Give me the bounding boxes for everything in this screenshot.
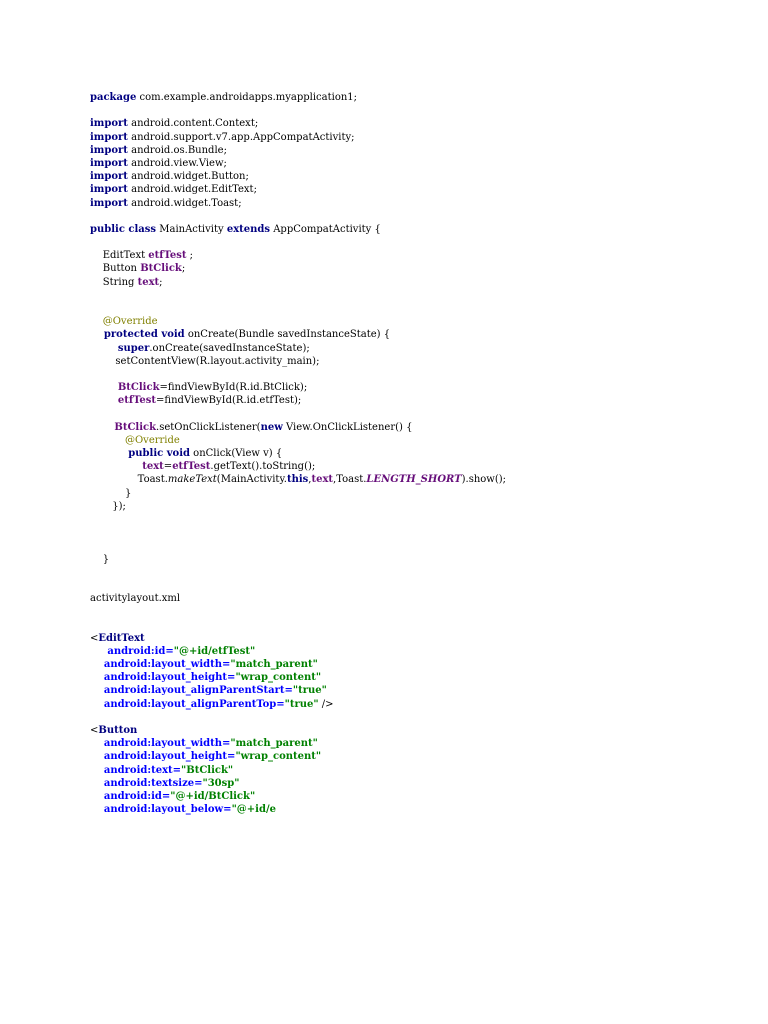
code-line bbox=[90, 355, 750, 368]
code-line bbox=[90, 315, 750, 328]
code-line bbox=[90, 487, 750, 500]
code-token-attr: android:layout_alignParentStart= bbox=[90, 685, 293, 697]
code-line bbox=[90, 117, 750, 130]
code-token-attr: android:textsize= bbox=[90, 777, 203, 789]
code-token-field: etfTest bbox=[90, 395, 157, 407]
code-token-plain: String bbox=[90, 276, 138, 288]
code-line bbox=[90, 342, 750, 355]
code-token-plain: MainActivity bbox=[156, 223, 227, 235]
code-token-plain: }); bbox=[90, 500, 126, 512]
code-line bbox=[90, 619, 750, 632]
code-token-plain: com.example.androidapps.myapplication1; bbox=[136, 92, 358, 103]
code-token-plain: /> bbox=[318, 698, 334, 710]
code-token-kw: import bbox=[90, 171, 128, 183]
code-token-plain: < bbox=[90, 632, 99, 644]
code-line bbox=[90, 157, 750, 170]
code-token-str: "wrap_content" bbox=[235, 751, 322, 763]
code-line bbox=[90, 262, 750, 275]
code-line bbox=[90, 711, 750, 724]
code-token-str: "@+id/etfTest" bbox=[173, 645, 256, 657]
code-token-plain: , bbox=[308, 474, 312, 486]
code-line bbox=[90, 658, 750, 671]
code-token-plain: Button bbox=[90, 263, 141, 275]
code-token-attr: android:layout_height= bbox=[90, 751, 236, 763]
code-token-kw: import bbox=[90, 144, 128, 156]
code-token-plain: Toast. bbox=[90, 474, 168, 486]
code-token-plain: onCreate(Bundle savedInstanceState) { bbox=[184, 329, 391, 341]
code-token-plain: ).show(); bbox=[461, 474, 507, 486]
code-token-plain: android.widget.Button; bbox=[127, 171, 249, 183]
code-line bbox=[90, 408, 750, 421]
code-line bbox=[90, 750, 750, 763]
code-line bbox=[90, 698, 750, 711]
code-token-str: "@+id/e bbox=[231, 804, 276, 816]
code-token-kw: extends bbox=[226, 223, 271, 235]
code-line bbox=[90, 434, 750, 447]
code-token-field: text bbox=[311, 474, 334, 486]
code-token-str: "true" bbox=[292, 685, 327, 697]
code-token-plain: setContentView(R.layout.activity_main); bbox=[90, 355, 320, 367]
code-line bbox=[90, 671, 750, 684]
code-token-plain: } bbox=[90, 553, 110, 565]
code-token-kw: public void bbox=[90, 448, 190, 460]
code-token-plain: AppCompatActivity { bbox=[270, 223, 381, 235]
code-token-ital: makeText bbox=[167, 474, 217, 486]
code-token-attr: android:layout_width= bbox=[90, 659, 231, 671]
code-line bbox=[90, 328, 750, 341]
code-token-kw: import bbox=[90, 118, 128, 130]
code-line bbox=[90, 197, 750, 210]
code-token-plain: .getText().toString(); bbox=[210, 461, 316, 473]
code-token-kw: import bbox=[90, 131, 128, 143]
code-line bbox=[90, 394, 750, 407]
code-token-attr: android:id= bbox=[90, 790, 171, 802]
code-line bbox=[90, 210, 750, 223]
code-token-str: "30sp" bbox=[202, 777, 240, 789]
code-token-plain: ; bbox=[186, 250, 194, 262]
code-token-attr: android:layout_width= bbox=[90, 738, 231, 750]
code-token-plain: onClick(View v) { bbox=[190, 448, 283, 460]
code-token-str: "@+id/BtClick" bbox=[170, 790, 256, 802]
code-token-tag: EditText bbox=[98, 632, 145, 644]
code-line bbox=[90, 421, 750, 434]
code-token-attr: android:id= bbox=[90, 645, 174, 657]
code-line bbox=[90, 724, 750, 737]
code-line bbox=[90, 381, 750, 394]
code-line bbox=[90, 144, 750, 157]
code-token-plain: =findViewById(R.id.etfTest); bbox=[156, 395, 302, 407]
code-token-plain: (MainActivity. bbox=[216, 474, 287, 486]
code-line bbox=[90, 170, 750, 183]
code-line bbox=[90, 539, 750, 552]
code-line bbox=[90, 803, 750, 816]
code-token-kw: import bbox=[90, 197, 128, 209]
code-line bbox=[90, 289, 750, 302]
code-line bbox=[90, 526, 750, 539]
code-line bbox=[90, 737, 750, 750]
code-line bbox=[90, 592, 750, 605]
code-line bbox=[90, 236, 750, 249]
code-line bbox=[90, 684, 750, 697]
code-line bbox=[90, 276, 750, 289]
code-token-plain: ; bbox=[159, 276, 163, 288]
code-token-plain: .onCreate(savedInstanceState); bbox=[149, 342, 310, 354]
code-line bbox=[90, 473, 750, 486]
code-token-const: LENGTH_SHORT bbox=[366, 474, 462, 486]
code-line bbox=[90, 632, 750, 645]
code-token-kw: protected void bbox=[90, 329, 185, 341]
code-line bbox=[90, 447, 750, 460]
code-token-field: BtClick bbox=[90, 382, 160, 394]
code-token-str: "BtClick" bbox=[181, 764, 234, 776]
code-line bbox=[90, 500, 750, 513]
code-token-plain: android.content.Context; bbox=[127, 118, 259, 130]
code-line bbox=[90, 790, 750, 803]
code-line bbox=[90, 131, 750, 144]
code-token-plain: = bbox=[163, 461, 173, 473]
code-line bbox=[90, 368, 750, 381]
code-token-plain: android.widget.EditText; bbox=[127, 184, 257, 196]
code-line bbox=[90, 183, 750, 196]
code-token-plain: .setOnClickListener( bbox=[156, 421, 261, 433]
code-listing bbox=[90, 91, 750, 816]
code-token-field: text bbox=[137, 276, 160, 288]
code-line bbox=[90, 566, 750, 579]
code-token-plain: android.view.View; bbox=[127, 157, 227, 169]
code-token-plain: EditText bbox=[90, 250, 149, 262]
code-line bbox=[90, 104, 750, 117]
code-token-kw: new bbox=[260, 421, 283, 433]
code-token-field: BtClick bbox=[140, 263, 182, 275]
code-token-str: "match_parent" bbox=[230, 738, 318, 750]
code-line bbox=[90, 460, 750, 473]
code-token-tag: Button bbox=[98, 725, 138, 736]
code-token-plain: View.OnClickListener() { bbox=[282, 421, 413, 433]
code-token-plain: < bbox=[90, 725, 99, 736]
code-token-kw: import bbox=[90, 157, 128, 169]
code-token-attr: android:text= bbox=[90, 764, 182, 776]
code-line bbox=[90, 513, 750, 526]
code-token-kw: package bbox=[90, 92, 137, 103]
code-token-attr: android:layout_alignParentTop= bbox=[90, 698, 285, 710]
code-token-plain: activitylayout.xml bbox=[90, 593, 181, 605]
code-token-attr: android:layout_below= bbox=[90, 804, 232, 816]
code-token-plain: ,Toast. bbox=[333, 474, 367, 486]
code-line bbox=[90, 553, 750, 566]
code-token-plain: ; bbox=[181, 263, 186, 275]
code-token-anno: @Override bbox=[90, 434, 180, 446]
code-line bbox=[90, 91, 750, 104]
code-token-anno: @Override bbox=[90, 316, 158, 328]
code-line bbox=[90, 645, 750, 658]
code-token-str: "match_parent" bbox=[230, 659, 318, 671]
code-line bbox=[90, 605, 750, 618]
code-token-plain: android.os.Bundle; bbox=[127, 144, 227, 156]
code-line bbox=[90, 223, 750, 236]
code-line bbox=[90, 302, 750, 315]
code-token-str: "wrap_content" bbox=[235, 672, 322, 684]
code-token-plain: android.support.v7.app.AppCompatActivity; bbox=[127, 131, 355, 143]
code-token-kw: this bbox=[286, 474, 309, 486]
code-token-plain: =findViewById(R.id.BtClick); bbox=[159, 382, 308, 394]
code-line bbox=[90, 249, 750, 262]
code-token-kw: super bbox=[90, 342, 150, 354]
code-token-plain: android.widget.Toast; bbox=[127, 197, 242, 209]
code-line bbox=[90, 777, 750, 790]
code-token-str: "true" bbox=[284, 698, 319, 710]
code-line bbox=[90, 764, 750, 777]
code-token-kw: public class bbox=[90, 223, 157, 235]
code-token-kw: import bbox=[90, 184, 128, 196]
code-token-field: text bbox=[90, 461, 164, 473]
code-line bbox=[90, 579, 750, 592]
code-token-plain: } bbox=[90, 487, 132, 499]
code-token-field: BtClick bbox=[90, 421, 157, 433]
code-token-field: etfTest bbox=[148, 250, 187, 262]
code-token-field: etfTest bbox=[172, 461, 211, 473]
code-token-attr: android:layout_height= bbox=[90, 672, 236, 684]
